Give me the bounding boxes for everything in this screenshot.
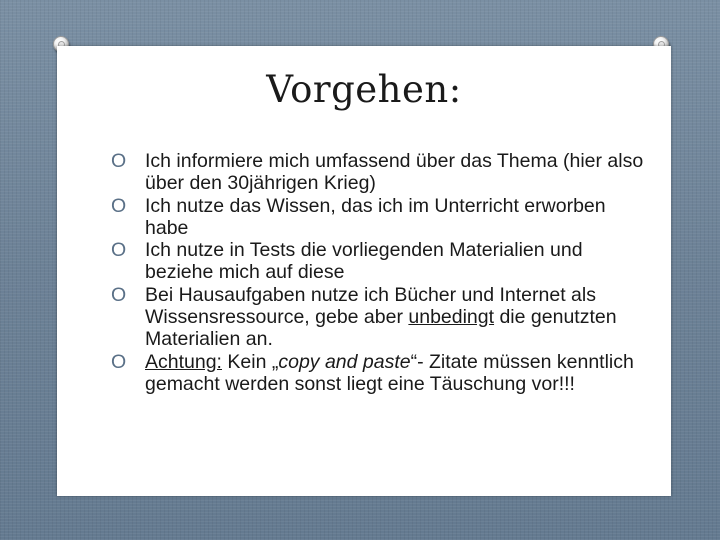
bullet-list: [111, 150, 651, 395]
bullet-item: [111, 284, 651, 351]
bullet-item: [111, 195, 651, 240]
bullet-text: Bei Hausaufgaben nutze ich Bücher und Internet als Wissensressource, gebe aber: [145, 283, 596, 329]
bullet-marker-icon: O: [111, 283, 127, 306]
italic-phrase: copy and paste: [278, 350, 411, 373]
bullet-marker-icon: O: [111, 150, 127, 172]
bullet-marker-icon: O: [111, 194, 127, 217]
bullet-text: “- Zitate müssen kenntlich gemacht werden sonst liegt eine Täuschung vor!!!: [145, 350, 634, 395]
bullet-text: Ich nutze in Tests die vorliegenden Materialien und beziehe mich auf diese: [145, 239, 583, 284]
bullet-text: Kein „: [221, 350, 279, 373]
bullet-text: Ich nutze das Wissen, das ich im Unterricht erworben habe: [145, 194, 606, 239]
warning-label: Achtung:: [145, 350, 222, 373]
bullet-item: [111, 351, 651, 396]
bullet-marker-icon: O: [111, 350, 127, 373]
bullet-marker-icon: O: [111, 239, 127, 262]
bullet-text: Ich informiere mich umfassend über das Thema (hier also über den 30jährigen Krieg): [145, 150, 644, 195]
bullet-item: [111, 150, 651, 195]
underlined-word: unbedingt: [408, 306, 495, 329]
bullet-text: die genutzten Materialien an.: [145, 306, 617, 351]
bullet-item: [111, 239, 651, 284]
slide-title: Vorgehen:: [266, 68, 462, 111]
